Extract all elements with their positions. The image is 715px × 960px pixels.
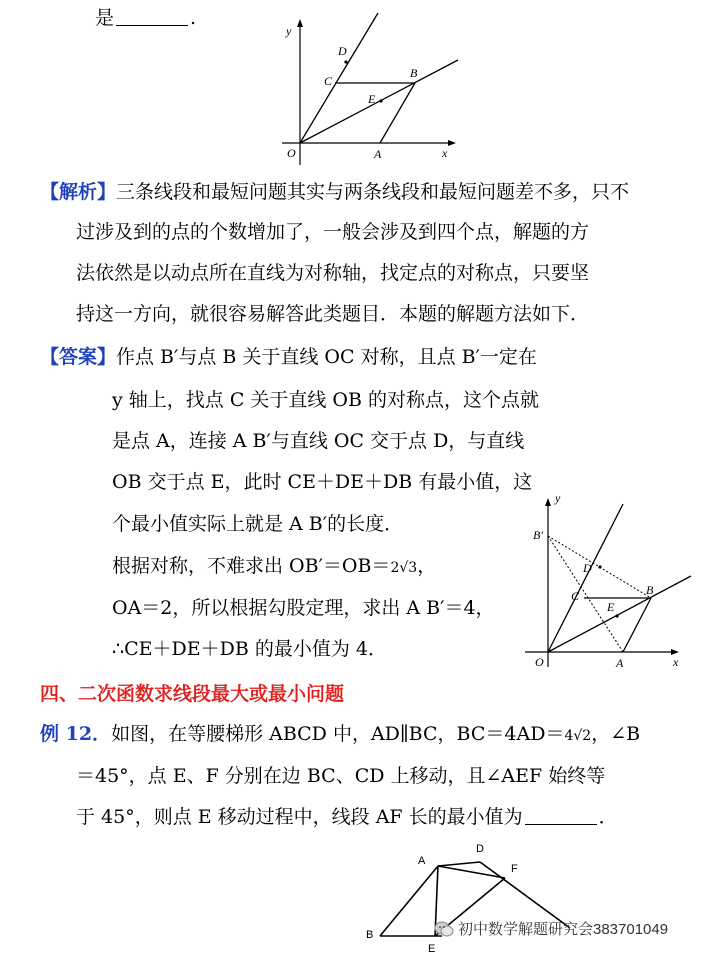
example-line-2: ＝45°，点 E、F 分别在边 BC、CD 上移动，且∠AEF 始终等 (76, 765, 606, 787)
fig1-label-b: B (410, 66, 418, 80)
fig3-label-d: D (476, 843, 484, 855)
example-bc-value: 4√2 (564, 728, 592, 744)
section-heading: 四、二次函数求线段最大或最小问题 (40, 683, 345, 705)
fig2-label-b-prime: B′ (533, 528, 543, 542)
example-text-3a: 于 45°，则点 E 移动过程中，线段 AF 长的最小值为 (76, 806, 523, 828)
example-text-3b: ． (598, 806, 618, 828)
analysis-tag: 【解析】 (40, 181, 117, 203)
fig2-label-d: D (583, 561, 592, 575)
answer-line-4: OB 交于点 E，此时 CE＋DE＋DB 有最小值，这 (112, 471, 533, 493)
answer-blank-1 (116, 24, 188, 26)
answer-line-7: OA＝2，所以根据勾股定理，求出 A B′＝4， (112, 597, 495, 619)
fig2-label-y: y (555, 492, 561, 505)
watermark (434, 918, 668, 939)
answer-text-6: 根据对称，不难求出 OB′＝OB＝ (112, 555, 391, 577)
analysis-line-4: 持这一方向，就很容易解答此类题目．本题的解题方法如下． (76, 303, 590, 325)
answer-line-2: y 轴上，找点 C 关于直线 OB 的对称点，这个点就 (112, 389, 540, 411)
answer-line-8: ∴CE＋DE＋DB 的最小值为 4． (112, 638, 387, 660)
figure-2-symmetry-diagram (515, 492, 710, 674)
answer-line-6 (112, 554, 436, 580)
fig3-label-b: B (366, 929, 374, 941)
answer-line-1 (40, 345, 537, 369)
wechat-icon (434, 920, 454, 938)
answer-blank-2 (525, 823, 597, 825)
fig1-label-origin: O (287, 146, 296, 160)
example-line-1 (40, 722, 640, 748)
fig3-label-e: E (428, 943, 436, 955)
fig2-label-e: E (607, 600, 615, 614)
analysis-text-1: 三条线段和最短问题其实与两条线段和最短问题差不多，只不 (116, 181, 630, 203)
analysis-line-3: 法依然是以动点所在直线为对称轴，找定点的对称点，只要坚 (76, 262, 590, 284)
answer-tag: 【答案】 (40, 346, 117, 368)
answer-line-3: 是点 A，连接 A B′与直线 OC 交于点 D，与直线 (112, 430, 525, 452)
fig2-label-a: A (616, 656, 624, 670)
fig3-label-a: A (418, 855, 426, 867)
watermark-text: 初中数学解题研究会383701049 (458, 921, 669, 938)
answer-ob-suffix: ， (417, 555, 437, 577)
fig2-label-b: B (646, 583, 654, 597)
top-line-suffix: . (190, 7, 197, 29)
fig1-label-e: E (368, 92, 376, 106)
fig1-label-d: D (338, 44, 347, 58)
fig1-label-c: C (324, 74, 333, 88)
fig1-label-y: y (286, 24, 292, 38)
figure-1-coordinate-diagram (260, 5, 460, 170)
example-line-3 (76, 805, 618, 829)
fig1-label-x: x (442, 146, 448, 160)
analysis-line-1 (40, 180, 629, 204)
fig3-label-f: F (511, 863, 518, 875)
answer-ob-value: 2√3 (390, 560, 418, 576)
fig2-label-origin: O (535, 655, 544, 669)
fig1-label-a: A (374, 147, 382, 161)
fig2-label-c: C (571, 589, 580, 603)
answer-line-5: 个最小值实际上就是 A B′的长度． (112, 513, 404, 535)
fig2-label-x: x (673, 655, 679, 669)
example-tag: 例 12． (40, 723, 112, 745)
top-line-prefix: 是 (95, 7, 115, 29)
top-line (95, 6, 196, 30)
example-text-1b: ，∠B (591, 723, 641, 745)
figure-3-trapezoid-diagram (360, 838, 590, 960)
example-text-1a: 如图，在等腰梯形 ABCD 中，AD∥BC，BC＝4AD＝ (111, 723, 565, 745)
analysis-line-2: 过涉及到的点的个数增加了，一般会涉及到四个点，解题的方 (76, 221, 590, 243)
answer-text-1: 作点 B′与点 B 关于直线 OC 对称，且点 B′一定在 (116, 346, 537, 368)
